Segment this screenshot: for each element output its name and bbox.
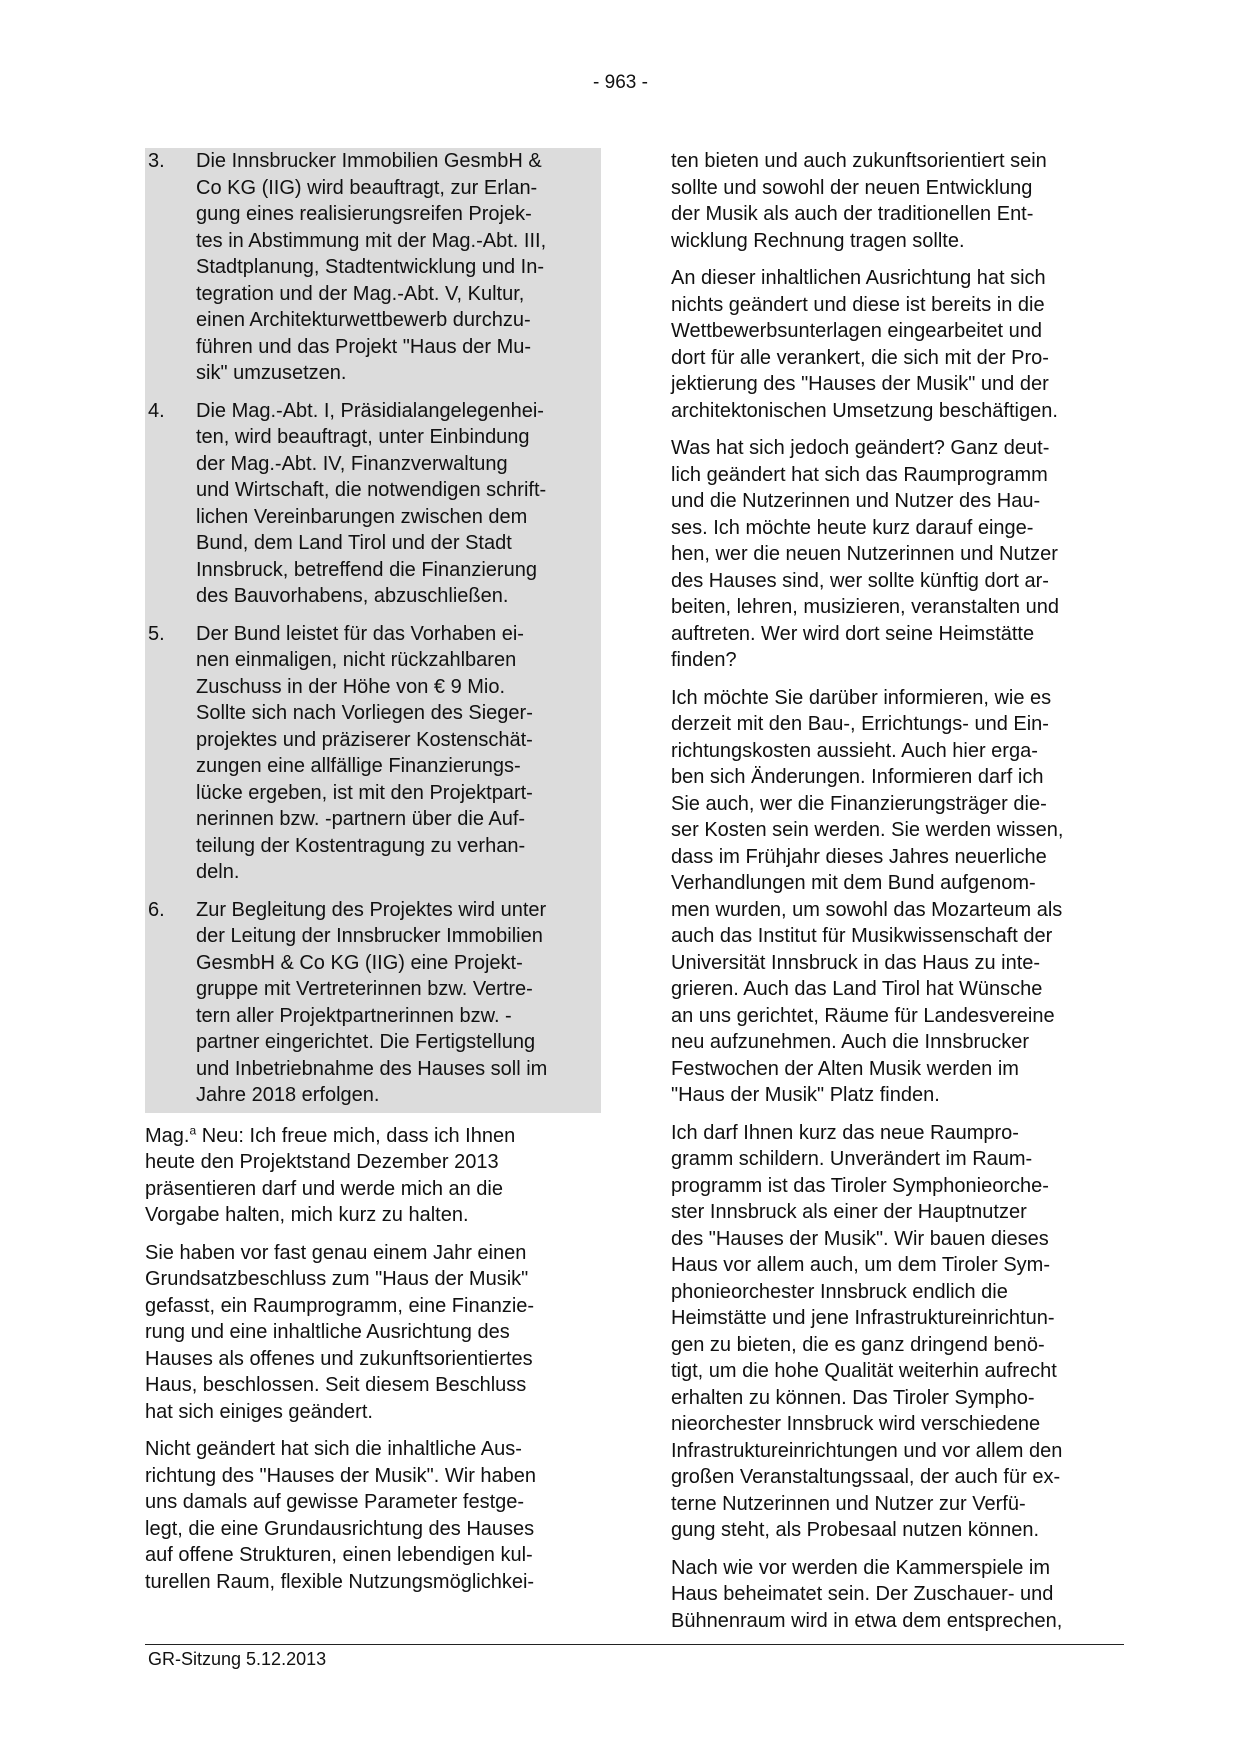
text-line: Wettbewerbsunterlagen eingearbeitet und: [671, 320, 1042, 342]
text-line: Ich möchte Sie darüber informieren, wie es: [671, 686, 1052, 709]
text-line: Zur Begleitung des Projektes wird unter: [196, 898, 547, 921]
paragraph: [671, 1555, 1127, 1635]
list-item: [145, 897, 601, 1109]
text-line: führen und das Projekt "Haus der Mu-: [196, 335, 532, 358]
text-line: tigt, um die hohe Qualität weiterhin aufrecht: [671, 1360, 1057, 1382]
text-line: Sollte sich nach Vorliegen des Sieger-: [196, 702, 533, 724]
right-column: [671, 148, 1127, 1645]
text-line: beiten, lehren, musizieren, veranstalten und: [671, 596, 1060, 618]
text-line: ben sich Änderungen. Informieren darf ich: [671, 766, 1044, 788]
text-line: gung steht, als Probesaal nutzen können.: [671, 1519, 1040, 1541]
text-line: turellen Raum, flexible Nutzungsmöglichkei-: [145, 1570, 535, 1593]
text-line: Sie haben vor fast genau einem Jahr einen: [145, 1241, 527, 1264]
list-item: [145, 398, 601, 610]
speaker-text: Neu: Ich freue mich, dass ich Ihnen: [196, 1124, 516, 1147]
item-number: 3.: [148, 150, 165, 172]
item-text: [196, 398, 546, 610]
text-line: lichen Vereinbarungen zwischen dem: [196, 505, 528, 528]
footer-text: GR-Sitzung 5.12.2013: [148, 1649, 327, 1669]
text-line: Heimstätte und jene Infrastruktureinrichtun-: [671, 1307, 1055, 1329]
text-line: programm ist das Tiroler Symphonieorche-: [671, 1174, 1049, 1197]
text-line: des Hauses sind, wer sollte künftig dort ar-: [671, 569, 1049, 592]
paragraph: [145, 1436, 601, 1595]
text-line: und Wirtschaft, die notwendigen schrift-: [196, 479, 547, 501]
text-line: gung eines realisierungsreifen Projek-: [196, 203, 532, 225]
text-line: An dieser inhaltlichen Ausrichtung hat sich: [671, 267, 1046, 289]
text-line: ten bieten und auch zukunftsorientiert sein: [671, 150, 1047, 172]
text-line: Jahre 2018 erfolgen.: [196, 1084, 380, 1106]
item-number: 5.: [148, 622, 165, 645]
speaker-paragraph: [145, 1123, 601, 1229]
text-line: Nach wie vor werden die Kammerspiele im: [671, 1556, 1051, 1579]
paragraph: [671, 1120, 1127, 1544]
text-line: lücke ergeben, ist mit den Projektpart-: [196, 781, 533, 804]
paragraph: [671, 435, 1127, 674]
text-line: hen, wer die neuen Nutzerinnen und Nutzer: [671, 543, 1058, 565]
text-line: nerinnen bzw. -partnern über die Auf-: [196, 808, 526, 830]
text-line: gefasst, ein Raumprogramm, eine Finanzie-: [145, 1294, 535, 1317]
text-line: heute den Projektstand Dezember 2013: [145, 1151, 499, 1173]
footer-rule: [145, 1644, 1124, 1645]
text-line: Hauses als offenes und zukunftsorientiertes: [145, 1347, 533, 1370]
text-line: jektierung des "Hauses der Musik" und der: [671, 373, 1049, 395]
text-line: des Bauvorhabens, abzuschließen.: [196, 585, 509, 607]
text-line: einen Architekturwettbewerb durchzu-: [196, 309, 531, 331]
text-line: Co KG (IIG) wird beauftragt, zur Erlan-: [196, 176, 538, 199]
item-text: [196, 621, 533, 886]
speaker-sup: a: [189, 1122, 197, 1137]
item-text: [196, 897, 547, 1109]
paragraph: [145, 1240, 601, 1426]
item-number: 6.: [148, 898, 165, 921]
text-line: Stadtplanung, Stadtentwicklung und In-: [196, 256, 545, 278]
text-line: legt, die eine Grundausrichtung des Hauses: [145, 1517, 535, 1540]
text-line: architektonischen Umsetzung beschäftigen.: [671, 399, 1058, 422]
text-line: Der Bund leistet für das Vorhaben ei-: [196, 622, 524, 645]
text-line: richtungskosten aussieht. Auch hier erga-: [671, 739, 1038, 762]
text-line: gen zu bieten, die es ganz dringend benö-: [671, 1333, 1045, 1356]
text-line: terne Nutzerinnen und Nutzer zur Verfü-: [671, 1492, 1026, 1515]
resolution-items-box: [145, 148, 601, 1113]
paragraph: [671, 148, 1127, 254]
page-number: - 963 -: [593, 72, 648, 93]
list-item: [145, 621, 601, 886]
text-line: gramm schildern. Unverändert im Raum-: [671, 1148, 1033, 1170]
text-line: der Mag.-Abt. IV, Finanzverwaltung: [196, 452, 508, 475]
text-line: tes in Abstimmung mit der Mag.-Abt. III,: [196, 229, 547, 252]
text-line: phonieorchester Innsbruck endlich die: [671, 1280, 1008, 1303]
item-number: 4.: [148, 399, 165, 422]
text-line: dort für alle verankert, die sich mit der Pro-: [671, 346, 1049, 369]
text-line: Infrastruktureinrichtungen und vor allem den: [671, 1439, 1063, 1462]
text-line: auf offene Strukturen, einen lebendigen kul-: [145, 1544, 533, 1566]
text-line: Ich darf Ihnen kurz das neue Raumpro-: [671, 1121, 1019, 1144]
text-line: Bühnenraum wird in etwa dem entsprechen,: [671, 1609, 1063, 1632]
text-line: des "Hauses der Musik". Wir bauen dieses: [671, 1227, 1049, 1250]
text-line: ser Kosten sein werden. Sie werden wissen,: [671, 819, 1064, 841]
text-line: und Inbetriebnahme des Hauses soll im: [196, 1057, 548, 1080]
text-line: nieorchester Innsbruck wird verschiedene: [671, 1413, 1041, 1435]
text-line: hat sich einiges geändert.: [145, 1400, 373, 1423]
text-line: men wurden, um sowohl das Mozarteum als: [671, 898, 1063, 921]
text-line: und die Nutzerinnen und Nutzer des Hau-: [671, 490, 1041, 512]
text-line: Sie auch, wer die Finanzierungsträger die-: [671, 792, 1047, 815]
text-line: Verhandlungen mit dem Bund aufgenom-: [671, 872, 1036, 894]
text-line: Haus vor allem auch, um dem Tiroler Sym-: [671, 1254, 1051, 1276]
text-line: der Leitung der Innsbrucker Immobilien: [196, 925, 543, 947]
item-text: [196, 148, 546, 387]
paragraph: [671, 685, 1127, 1109]
text-line: Haus beheimatet sein. Der Zuschauer- und: [671, 1583, 1054, 1605]
text-line: ses. Ich möchte heute kurz darauf einge-: [671, 516, 1034, 539]
text-line: deln.: [196, 861, 240, 883]
list-item: [145, 148, 601, 387]
text-line: erhalten zu können. Das Tiroler Sympho-: [671, 1386, 1035, 1409]
text-line: uns damals auf gewisse Parameter festge-: [145, 1491, 525, 1513]
text-line: neu aufzunehmen. Auch die Innsbrucker: [671, 1031, 1030, 1053]
text-line: Universität Innsbruck in das Haus zu inte-: [671, 951, 1041, 974]
text-line: derzeit mit den Bau-, Errichtungs- und Ein-: [671, 713, 1049, 735]
text-line: Vorgabe halten, mich kurz zu halten.: [145, 1204, 469, 1226]
text-line: finden?: [671, 649, 737, 671]
text-line: GesmbH & Co KG (IIG) eine Projekt-: [196, 951, 523, 974]
speaker-name: Mag.: [145, 1124, 190, 1147]
text-line: nichts geändert und diese ist bereits in die: [671, 293, 1045, 316]
text-line: rung und eine inhaltliche Ausrichtung des: [145, 1321, 510, 1343]
text-line: dass im Frühjahr dieses Jahres neuerliche: [671, 845, 1047, 868]
text-line: Nicht geändert hat sich die inhaltliche Aus-: [145, 1438, 522, 1460]
text-line: "Haus der Musik" Platz finden.: [671, 1084, 940, 1106]
text-line: richtung des "Hauses der Musik". Wir haben: [145, 1464, 537, 1487]
text-line: Zuschuss in der Höhe von € 9 Mio.: [196, 675, 506, 698]
text-line: nen einmaligen, nicht rückzahlbaren: [196, 649, 517, 671]
text-line: ster Innsbruck als einer der Hauptnutzer: [671, 1201, 1027, 1223]
text-line: Haus, beschlossen. Seit diesem Beschluss: [145, 1374, 527, 1396]
text-line: an uns gerichtet, Räume für Landesvereine: [671, 1004, 1055, 1027]
paragraph: [671, 265, 1127, 424]
text-line: auch das Institut für Musikwissenschaft der: [671, 925, 1053, 947]
text-line: Die Mag.-Abt. I, Präsidialangelegenhei-: [196, 399, 544, 422]
text-line: präsentieren darf und werde mich an die: [145, 1177, 503, 1200]
text-line: lich geändert hat sich das Raumprogramm: [671, 463, 1048, 486]
text-line: ten, wird beauftragt, unter Einbindung: [196, 426, 530, 448]
text-line: auftreten. Wer wird dort seine Heimstätte: [671, 622, 1035, 645]
text-line: projektes und präziserer Kostenschät-: [196, 728, 533, 751]
text-line: partner eingerichtet. Die Fertigstellung: [196, 1031, 536, 1053]
text-line: großen Veranstaltungssaal, der auch für ex-: [671, 1466, 1061, 1488]
text-line: zungen eine allfällige Finanzierungs-: [196, 755, 521, 777]
text-line: Festwochen der Alten Musik werden im: [671, 1057, 1019, 1080]
text-line: der Musik als auch der traditionellen Ent-: [671, 203, 1034, 225]
text-line: sollte und sowohl der neuen Entwicklung: [671, 176, 1033, 199]
text-line: tern aller Projektpartnerinnen bzw. -: [196, 1004, 512, 1027]
left-column: [145, 148, 601, 1606]
text-line: Was hat sich jedoch geändert? Ganz deut-: [671, 437, 1050, 459]
text-line: Bund, dem Land Tirol und der Stadt: [196, 532, 512, 554]
text-line: grieren. Auch das Land Tirol hat Wünsche: [671, 978, 1043, 1000]
text-line: Die Innsbrucker Immobilien GesmbH &: [196, 150, 542, 172]
text-line: Grundsatzbeschluss zum "Haus der Musik": [145, 1268, 529, 1290]
text-line: Innsbruck, betreffend die Finanzierung: [196, 558, 537, 581]
text-line: sik" umzusetzen.: [196, 362, 347, 384]
text-line: gruppe mit Vertreterinnen bzw. Vertre-: [196, 978, 533, 1000]
text-line: wicklung Rechnung tragen sollte.: [671, 229, 965, 252]
text-line: teilung der Kostentragung zu verhan-: [196, 834, 526, 857]
text-line: tegration und der Mag.-Abt. V, Kultur,: [196, 282, 525, 305]
